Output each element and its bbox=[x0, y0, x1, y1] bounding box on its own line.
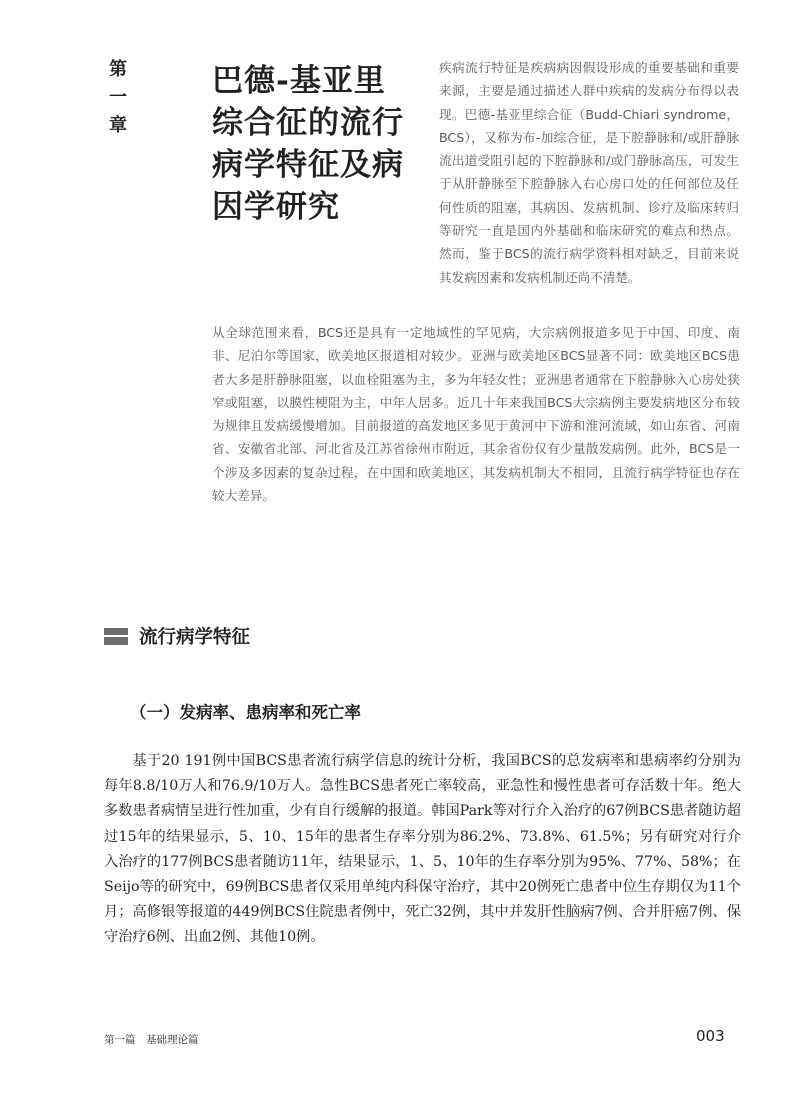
chapter-title-line: 因学研究 bbox=[212, 189, 340, 225]
chapter-label bbox=[104, 56, 132, 140]
footer-part-title: 第一篇 基础理论篇 bbox=[104, 1034, 199, 1046]
body-text bbox=[104, 749, 741, 951]
chapter-label-char: 一 bbox=[109, 87, 127, 108]
chapter-label-char: 第 bbox=[109, 59, 127, 80]
section-heading bbox=[104, 618, 250, 654]
section-heading-text: 流行病学特征 bbox=[139, 627, 251, 648]
intro-paragraph-right: 疾病流行特征是疾病病因假设形成的重要基础和重要来源，主要是通过描述人群中疾病的发病分布得以表现。巴德-基亚里综合征（Budd-Chiari syndrome，BCS），又称为布-加综合征，是下腔静脉和/或肝静脉流出道受阻引起的下腔静脉和/或门静脉高压，可发生于从肝静脉至下腔静脉入右心房口处的任何部位及任何性质的阻塞，其病因、发病机制、诊疗及临床转归等研究一直是国内外基础和临床研究的难点和热点。然而，鉴于BCS的流行病学资料相对缺乏，目前来说其发病因素和发病机制还尚不清楚。 bbox=[439, 60, 739, 285]
chapter-title-line: 综合征的流行 bbox=[212, 105, 404, 141]
section-marker-icon bbox=[104, 628, 128, 645]
chapter-title bbox=[212, 60, 412, 228]
chapter-title-line: 病学特征及病 bbox=[212, 147, 404, 183]
chapter-title-line: 巴德-基亚里 bbox=[212, 63, 386, 99]
intro-paragraph-full: 从全球范围来看，BCS还是具有一定地域性的罕见病，大宗病例报道多见于中国、印度、南非、尼泊尔等国家，欧美地区报道相对较少。亚洲与欧美地区BCS显著不同：欧美地区BCS患者大多是肝静脉阻塞，以血栓阻塞为主，多为年轻女性；亚洲患者通常在下腔静脉入心房处狭窄或阻塞，以膜性梗阻为主，中年人居多。近几十年来我国BCS大宗病例主要发病地区分布较为规律且发病缓慢增加。目前报道的高发地区多见于黄河中下游和淮河流域，如山东省、河南省、安徽省北部、河北省及江苏省徐州市附近，其余省份仅有少量散发病例。此外，BCS是一个涉及多因素的复杂过程，在中国和欧美地区，其发病机制大不相同，且流行病学特征也存在较大差异。 bbox=[212, 325, 740, 504]
chapter-label-char: 章 bbox=[109, 115, 127, 136]
page-number: 003 bbox=[696, 1027, 725, 1045]
body-paragraph: 基于20 191例中国BCS患者流行病学信息的统计分析，我国BCS的总发病率和患病率约分别为每年8.8/10万人和76.9/10万人。急性BCS患者死亡率较高，亚急性和慢性患者可存活数十年。绝大多数患者病情呈进行性加重，少有自行缓解的报道。韩国Park等对行介入治疗的67例BCS患者随访超过15年的结果显示，5、10、15年的患者生存率分别为86.2%、73.8%、61.5%；另有研究对行介入治疗的177例BCS患者随访11年，结果显示，1、5、10年的生存率分别为95%、77%、58%；在Seijo等的研究中，69例BCS患者仅采用单纯内科保守治疗，其中20例死亡患者中位生存期仅为11个月；高修银等报道的449例BCS住院患者例中，死亡32例，其中并发肝性脑病7例、合并肝癌7例、保守治疗6例、出血2例、其他10例。 bbox=[104, 753, 741, 946]
subsection-heading: （一）发病率、患病率和死亡率 bbox=[130, 703, 361, 722]
